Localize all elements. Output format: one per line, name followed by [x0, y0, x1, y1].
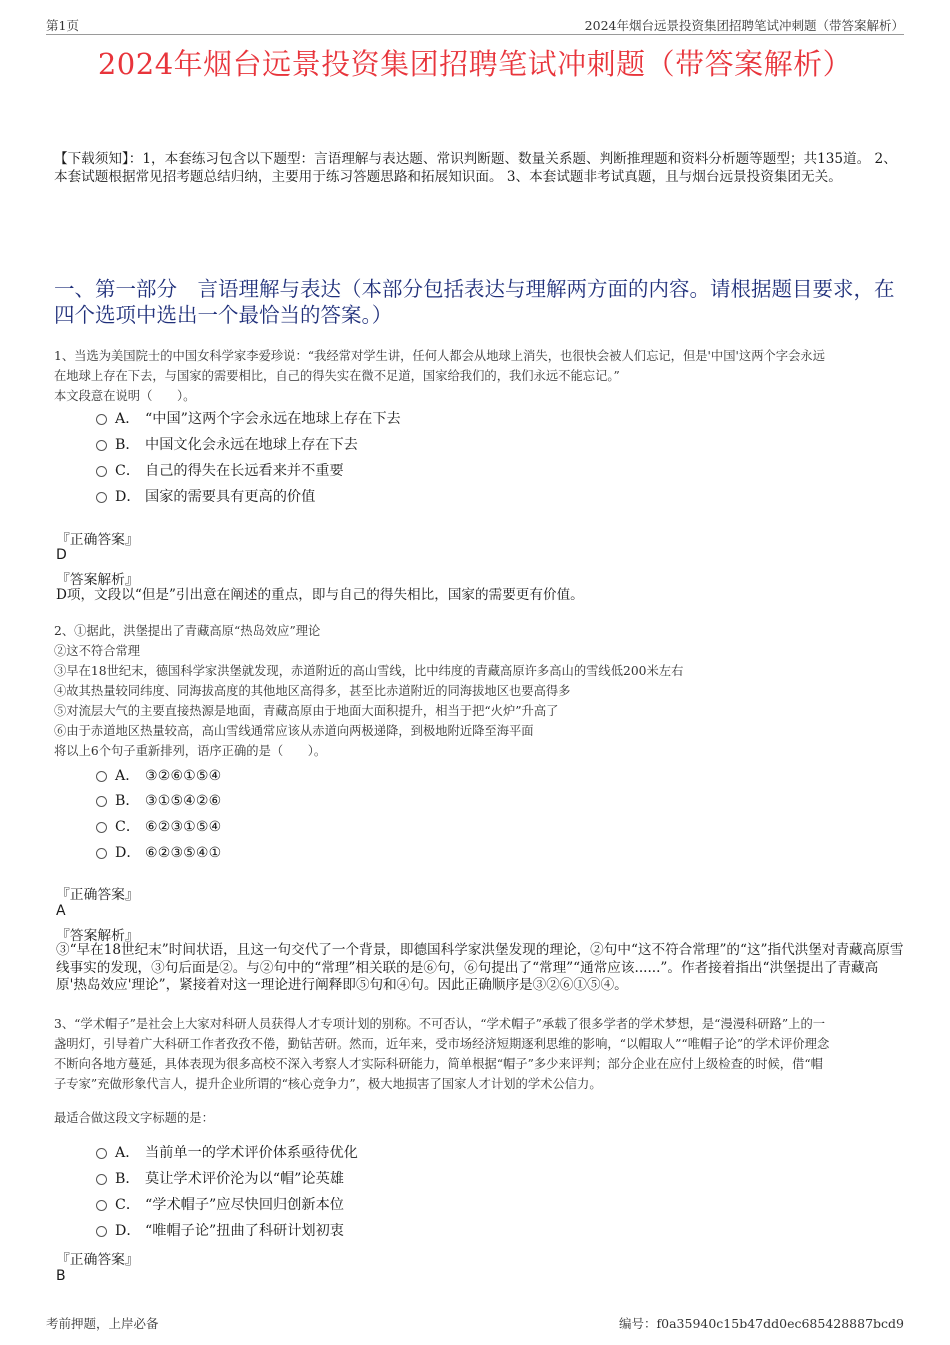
stem-line: ⑤对流层大气的主要直接热源是地面，青藏高原由于地面大面积提升，相当于把“火炉”升高了	[54, 704, 559, 718]
stem-line: 不断向各地方蔓延，具体表现为很多高校不深入考察人才实际科研能力，简单根据“帽子”多少来评判；部分企业在应付上级检查的时候，借“帽	[54, 1057, 823, 1071]
q3-option-d[interactable]: D． “唯帽子论”扭曲了科研计划初衷	[96, 1220, 344, 1242]
stem-line: 将以上6个句子重新排列，语序正确的是（ ）。	[54, 744, 327, 758]
q2-analysis: ③“早在18世纪末”时间状语，且这一句交代了一个背景，即德国科学家洪堡发现的理论，②句中“这不符合常理”的“这”指代洪堡对青藏高原雪线事实的发现，③句后面是②。与②句中的“常理”相关联的是⑥句，⑥句提出了“常理”“通常应该......”。作者接着指出“洪堡提出了青藏高原'热岛效应'理论”，紧接着对这一理论进行阐释即⑤句和④句。因此正确顺序是③②⑥①⑤④。	[56, 942, 904, 993]
question-3-prompt: 最适合做这段文字标题的是：	[54, 1111, 214, 1125]
radio-icon[interactable]	[96, 1174, 107, 1185]
radio-icon[interactable]	[96, 1148, 107, 1159]
page-header	[46, 14, 904, 35]
q3-correct-answer-label: 『正确答案』	[56, 1252, 139, 1268]
q2-option-d[interactable]: D． ⑥②③⑤④①	[96, 842, 221, 864]
q2-analysis-label: 『答案解析』	[56, 928, 139, 944]
stem-line: 盏明灯，引导着广大科研工作者孜孜不倦，勤钻苦研。然而，近年来，受市场经济短期逐利思维的影响，“以帽取人”“唯帽子论”的学术评价理念	[54, 1037, 830, 1051]
radio-icon[interactable]	[96, 771, 107, 782]
radio-icon[interactable]	[96, 466, 107, 477]
q2-option-b[interactable]: B． ③①⑤④②⑥	[96, 790, 221, 812]
q1-option-b[interactable]: B． 中国文化会永远在地球上存在下去	[96, 434, 358, 456]
stem-line: 本文段意在说明（ ）。	[54, 389, 196, 403]
q1-analysis: D项，文段以“但是”引出意在阐述的重点，即与自己的得失相比，国家的需要更有价值。	[56, 587, 584, 603]
question-1-stem	[54, 346, 902, 406]
radio-icon[interactable]	[96, 440, 107, 451]
footer-slogan: 考前押题，上岸必备	[46, 1316, 159, 1331]
document-title: 2024年烟台远景投资集团招聘笔试冲刺题（带答案解析）	[97, 47, 853, 81]
footer-doc-id: 编号：f0a35940c15b47dd0ec685428887bcd9	[619, 1316, 904, 1331]
q1-answer: D	[56, 547, 67, 563]
radio-icon[interactable]	[96, 796, 107, 807]
page-number: 第1页	[46, 18, 79, 33]
radio-icon[interactable]	[96, 492, 107, 503]
q3-option-b[interactable]: B． 莫让学术评价沦为以“帽”论英雄	[96, 1168, 344, 1190]
stem-line: 在地球上存在下去，与国家的需要相比，自己的得失实在微不足道，国家给我们的，我们永远不能忘记。”	[54, 369, 620, 383]
stem-line: ⑥由于赤道地区热量较高，高山雪线通常应该从赤道向两极递降，到极地附近降至海平面	[54, 724, 534, 738]
download-notice: 【下载须知】：1，本套练习包含以下题型：言语理解与表达题、常识判断题、数量关系题、判断推理题和资料分析题等题型；共135道。 2、本套试题根据常见招考题总结归纳，主要用于练习答题思路和拓展知识面。 3、本套试题非考试真题，且与烟台远景投资集团无关。	[54, 151, 897, 185]
q1-analysis-label: 『答案解析』	[56, 572, 139, 588]
header-doc-title: 2024年烟台远景投资集团招聘笔试冲刺题（带答案解析）	[584, 18, 904, 33]
q2-option-a[interactable]: A． ③②⑥①⑤④	[96, 765, 221, 787]
q2-option-c[interactable]: C． ⑥②③①⑤④	[96, 816, 221, 838]
radio-icon[interactable]	[96, 414, 107, 425]
radio-icon[interactable]	[96, 848, 107, 859]
stem-line: 2、①据此，洪堡提出了青藏高原“热岛效应”理论	[54, 624, 321, 638]
q3-option-c[interactable]: C． “学术帽子”应尽快回归创新本位	[96, 1194, 344, 1216]
q2-answer: A	[56, 903, 66, 919]
question-3-stem	[54, 1014, 902, 1094]
stem-line: ④故其热量较同纬度、同海拔高度的其他地区高得多，甚至比赤道附近的同海拔地区也要高得多	[54, 684, 571, 698]
radio-icon[interactable]	[96, 1200, 107, 1211]
stem-line: 1、当选为美国院士的中国女科学家李爱珍说：“我经常对学生讲，任何人都会从地球上消失，也很快会被人们忘记，但是'中国'这两个字会永远	[54, 349, 825, 363]
q3-answer: B	[56, 1268, 66, 1284]
q1-option-a[interactable]: A． “中国”这两个字会永远在地球上存在下去	[96, 408, 401, 430]
q1-option-d[interactable]: D． 国家的需要具有更高的价值	[96, 486, 315, 508]
question-2-stem	[54, 621, 902, 761]
q1-correct-answer-label: 『正确答案』	[56, 532, 139, 548]
stem-line: 3、“学术帽子”是社会上大家对科研人员获得人才专项计划的别称。不可否认，“学术帽子”承载了很多学者的学术梦想，是“漫漫科研路”上的一	[54, 1017, 826, 1031]
q3-option-a[interactable]: A． 当前单一的学术评价体系亟待优化	[96, 1142, 358, 1164]
stem-line: ③早在18世纪末，德国科学家洪堡就发现，赤道附近的高山雪线，比中纬度的青藏高原许多高山的雪线低200米左右	[54, 664, 684, 678]
q1-option-c[interactable]: C． 自己的得失在长远看来并不重要	[96, 460, 344, 482]
stem-line: 子专家”充做形象代言人，提升企业所谓的“核心竞争力”，极大地损害了国家人才计划的学术公信力。	[54, 1077, 602, 1091]
q2-correct-answer-label: 『正确答案』	[56, 887, 139, 903]
radio-icon[interactable]	[96, 1226, 107, 1237]
radio-icon[interactable]	[96, 822, 107, 833]
section-heading: 一、第一部分 言语理解与表达（本部分包括表达与理解两方面的内容。请根据题目要求，在四个选项中选出一个最恰当的答案。）	[54, 277, 895, 327]
stem-line: ②这不符合常理	[54, 644, 141, 658]
